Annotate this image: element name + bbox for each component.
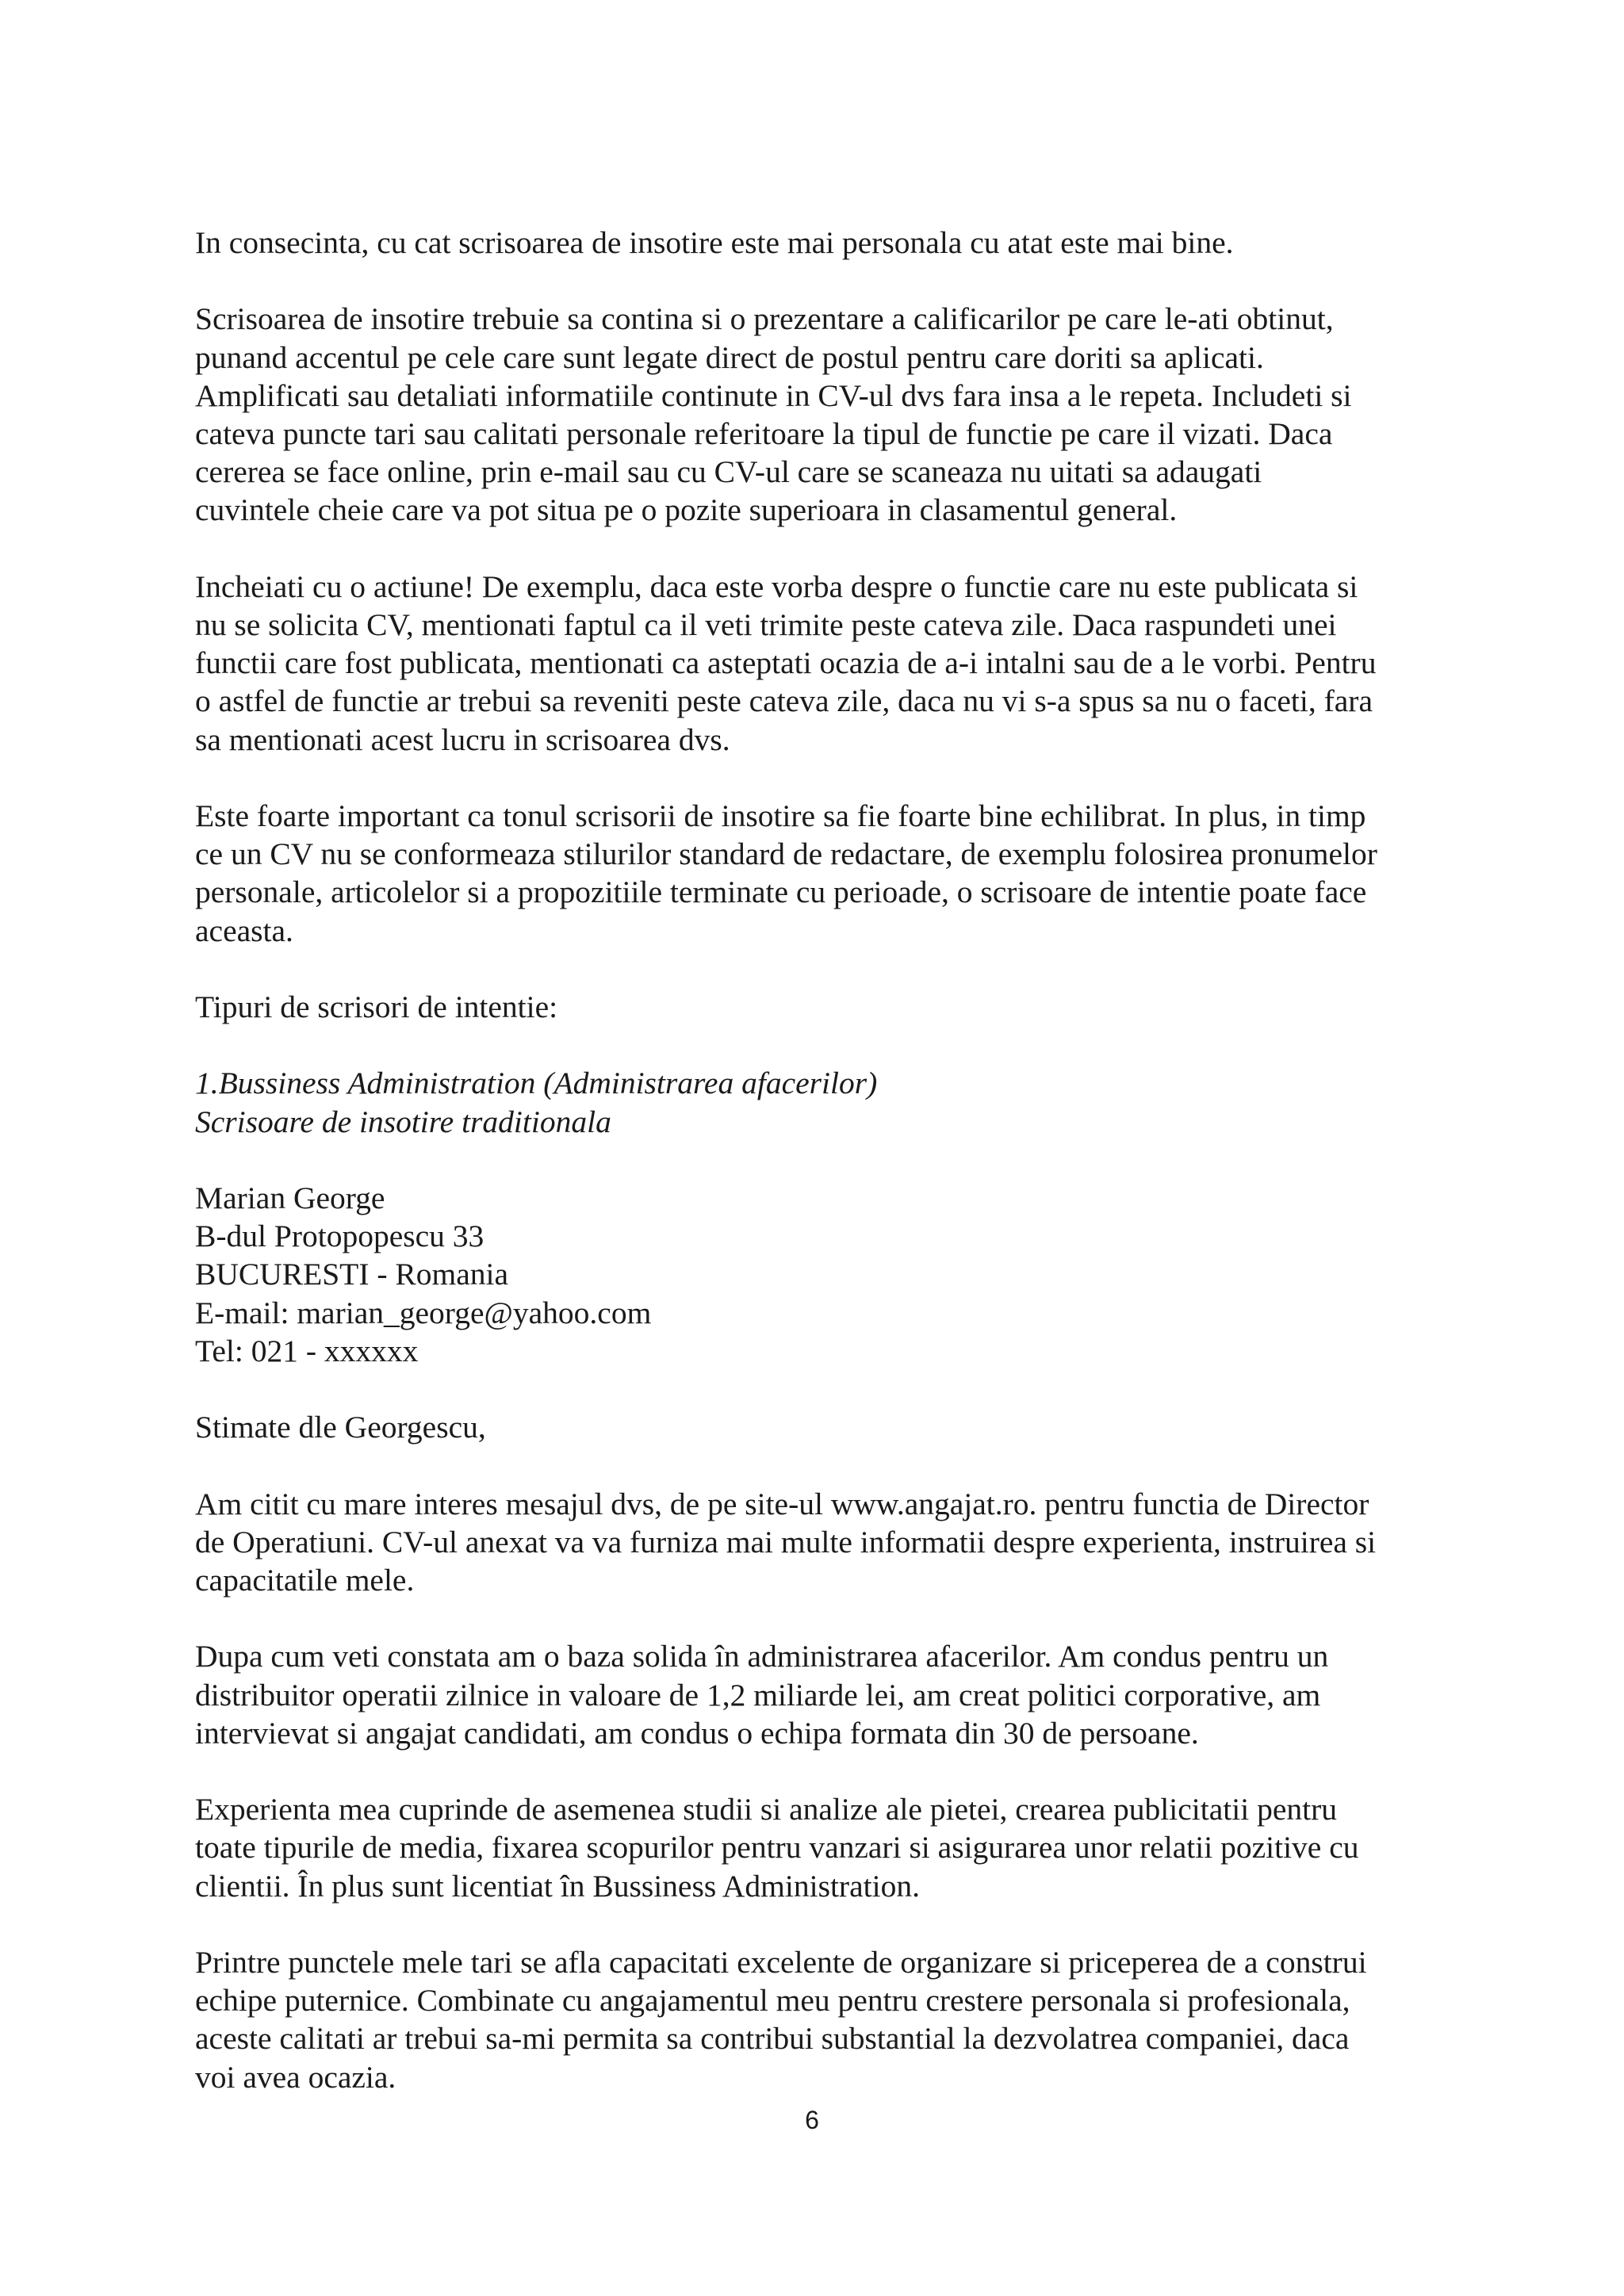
sender-address-block xyxy=(195,1179,1448,1370)
sender-street: B-dul Protopopescu 33 xyxy=(195,1219,485,1254)
letter-paragraph: Am citit cu mare interes mesajul dvs, de pe site-ul www.angajat.ro. pentru functia de Director de Operatiuni. CV-ul anexat va va furniza mai multe informatii despre experienta, instruirea si capacitatile mele. xyxy=(195,1486,1377,1598)
paragraph-tone: Este foarte important ca tonul scrisorii de insotire sa fie foarte bine echilibrat. In plus, in timp ce un CV nu se conformeaza stilurilor standard de redactare, de exemplu folosirea pronumelor personale, articolelor si a propozitiile terminate cu perioade, o scrisoare de intentie poate face aceasta. xyxy=(195,798,1377,948)
document-body xyxy=(195,224,1448,2096)
paragraph-intro: In consecinta, cu cat scrisoarea de insotire este mai personala cu atat este mai bine. xyxy=(195,225,1234,260)
sender-phone: Tel: 021 - xxxxxx xyxy=(195,1333,419,1368)
paragraph-closing-action: Incheiati cu o actiune! De exemplu, daca este vorba despre o functie care nu este publicata si nu se solicita CV, mentionati faptul ca il veti trimite peste cateva zile. Daca raspundeti unei functii care fost publicata, mentionati ca asteptati ocazia de a-i intalni sau de a le vorbi. Pentru o astfel de functie ar trebui sa reveniti peste cateva zile, daca nu vi s-a spus sa nu o faceti, fara sa mentionati acest lucru in scrisoarea dvs. xyxy=(195,568,1377,757)
salutation: Stimate dle Georgescu, xyxy=(195,1410,486,1445)
sender-email: E-mail: marian_george@yahoo.com xyxy=(195,1295,652,1330)
sender-city: BUCURESTI - Romania xyxy=(195,1257,508,1292)
letter-paragraph: Dupa cum veti constata am o baza solida în administrarea afacerilor. Am condus pentru un distribuitor operatii zilnice in valoare de 1,2 miliarde lei, am creat politici corporative, am intervievat si angajat candidati, am condus o echipa formata din 30 de persoane. xyxy=(195,1639,1329,1751)
paragraph-qualifications: Scrisoarea de insotire trebuie sa contina si o prezentare a calificarilor pe care le-ati obtinut, punand accentul pe cele care sunt legate direct de postul pentru care doriti sa aplicati. Amplificati sau detaliati informatiile continute in CV-ul dvs fara insa a le repeta. Includeti si cateva puncte tari sau calitati personale referitoare la tipul de functie pe care il vizati. Daca cererea se face online, prin e-mail sau cu CV-ul care se scaneaza nu uitati sa adaugati cuvintele cheie care va pot situa pe o pozite superioara in clasamentul general. xyxy=(195,301,1352,528)
example-heading: 1.Bussiness Administration (Administrarea afacerilor) Scrisoare de insotire traditionala xyxy=(195,1066,878,1139)
letter-paragraph: Experienta mea cuprinde de asemenea studii si analize ale pietei, crearea publicitatii pentru toate tipurile de media, fixarea scopurilor pentru vanzari si asigurarea unor relatii pozitive cu clientii. În plus sunt licentiat în Bussiness Administration. xyxy=(195,1792,1359,1904)
paragraph-types-heading: Tipuri de scrisori de intentie: xyxy=(195,989,558,1024)
page-number: 6 xyxy=(805,2106,819,2134)
sender-name: Marian George xyxy=(195,1180,385,1215)
letter-paragraph: Printre punctele mele tari se afla capacitati excelente de organizare si priceperea de a construi echipe puternice. Combinate cu angajamentul meu pentru crestere personala si profesionala, aceste calitati ar trebui sa-mi permita sa contribui substantial la dezvolatrea companiei, daca voi avea ocazia. xyxy=(195,1944,1367,2095)
